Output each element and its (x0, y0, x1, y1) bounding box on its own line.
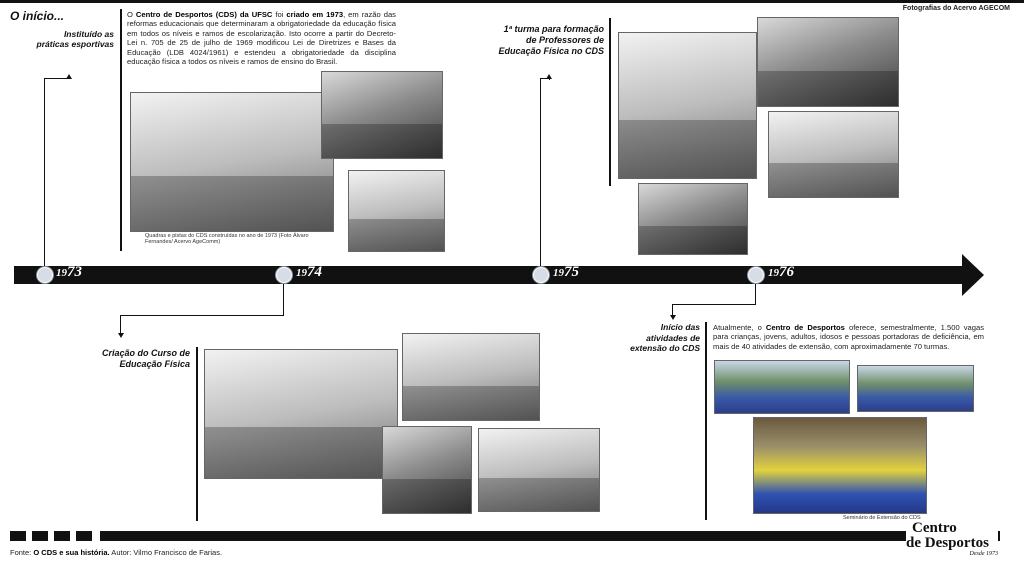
paragraph-1976 (713, 323, 984, 351)
photo-credit: Fotografias do Acervo AGECOM (902, 5, 1010, 12)
timeline-year-1974 (296, 264, 322, 281)
arrow-1976-icon (670, 315, 676, 320)
footer-dash-4 (76, 531, 92, 541)
photo-1975-pool (638, 183, 748, 255)
photo-1973-aerial (321, 71, 443, 159)
heading-1976 (610, 322, 700, 354)
timeline-bar (14, 266, 964, 284)
logo-line2: de Desportos (906, 535, 989, 551)
heading-1976-line3: extensão do CDS (630, 343, 700, 353)
paragraph-1973-created: criado em 1973 (286, 10, 344, 19)
photo-1974-track (204, 349, 398, 479)
paragraph-1973 (127, 10, 396, 66)
footer-dash-2 (32, 531, 48, 541)
connector-1975-vertical (540, 78, 541, 268)
footer-dash-1 (10, 531, 26, 541)
footer-label: Fonte: (10, 548, 34, 557)
heading-1974-line1: Criação do Curso de (101, 348, 190, 358)
heading-1975 (470, 24, 604, 57)
heading-1973-title: O início... (10, 9, 65, 23)
year-1973-suffix: 73 (67, 264, 82, 280)
year-1975-suffix: 75 (564, 264, 579, 280)
timeline-year-1975 (553, 264, 579, 281)
photo-1974-gym (402, 333, 540, 421)
timeline-dot-1975 (533, 267, 549, 283)
year-1974-suffix: 74 (307, 264, 322, 280)
heading-1974-line2: Educação Física (119, 359, 190, 369)
connector-1973-vertical (44, 78, 45, 268)
heading-1976-line1: Início das (660, 322, 700, 332)
photo-1975-class (768, 111, 899, 198)
caption-1976: Seminário de Extensão do CDS (843, 515, 921, 521)
photo-1974-stadium (382, 426, 472, 514)
photo-1975-gym (757, 17, 899, 107)
timeline-dot-1976 (748, 267, 764, 283)
footer-author: Autor: Vilmo Francisco de Farias. (109, 548, 223, 557)
heading-1973-subtitle-line1: Instituído as (63, 29, 114, 39)
timeline-dot-1973 (37, 267, 53, 283)
year-1973-prefix: 19 (56, 267, 67, 279)
heading-1974 (80, 348, 190, 370)
paragraph-1976-intro: Atualmente, o (713, 323, 766, 332)
paragraph-1973-mid: foi (272, 10, 287, 19)
footer-dash-3 (54, 531, 70, 541)
photo-1974-pool (478, 428, 600, 512)
divider-1974 (196, 347, 198, 521)
heading-1975-line2: de Professores de (525, 35, 604, 45)
top-bar (0, 0, 1024, 3)
arrow-1974-icon (118, 333, 124, 338)
connector-1974-vertical (283, 284, 284, 315)
paragraph-1973-rest: , em razão das reformas educacionais que determinaram a obrigatoriedade da educação física em todos os níveis e ramos de escolarização. Isto ocorre a partir do Decreto-Lei n. 705 de 25 de julho de 1969 modificou Lei de Diretrizes e Bases da Educação (LDB 4024/1961) e estendeu a obrigatoriedade da disciplina educação física a todos os níveis e ramos de ensino do Brasil. (127, 10, 396, 67)
connector-1974-drop (120, 315, 121, 333)
timeline-year-1976 (768, 264, 794, 281)
footer-bar (100, 531, 1000, 541)
cds-logo (906, 521, 998, 561)
heading-1973-subtitle-line2: práticas esportivas (36, 39, 114, 49)
footer-source (10, 548, 222, 557)
year-1975-prefix: 19 (553, 267, 564, 279)
arrow-1975-icon (546, 74, 552, 79)
divider-1976 (705, 322, 707, 520)
timeline-year-1973 (56, 264, 82, 281)
divider-1973 (120, 9, 122, 251)
divider-1975 (609, 18, 611, 186)
photo-1975-basketball (618, 32, 757, 179)
connector-1976-vertical (755, 284, 756, 304)
connector-1974-horizontal (120, 315, 284, 316)
logo-line1: Centro (912, 520, 957, 536)
heading-1975-line1: 1ª turma para formação (503, 24, 604, 34)
timeline-dot-1974 (276, 267, 292, 283)
photo-1976-outdoor (714, 360, 850, 414)
footer-title: O CDS e sua história. (33, 548, 110, 557)
paragraph-1973-cds-name: Centro de Desportos (CDS) da UFSC (135, 10, 273, 19)
connector-1976-horizontal (672, 304, 756, 305)
heading-1973-subtitle (10, 29, 114, 49)
arrow-1973-icon (66, 74, 72, 79)
paragraph-1976-rest: oferece, semestralmente, 1.500 vagas para crianças, jovens, adultos, idosos e pessoas portadoras de deficiência, em mais de 40 atividades de extensão, com aproximadamente 70 turmas. (713, 323, 985, 351)
timeline-arrowhead-icon (962, 254, 984, 296)
paragraph-1973-intro: O (127, 10, 136, 19)
caption-1973: Quadras e pistas do CDS construídas no ano de 1973 (Foto Álvaro Fernandes/ Acervo AgeComm) (145, 233, 309, 245)
heading-1975-line3: Educação Física no CDS (498, 46, 604, 56)
logo-line3: Desde 1973 (969, 551, 998, 557)
year-1976-prefix: 19 (768, 267, 779, 279)
heading-1976-line2: atividades de (646, 332, 700, 343)
photo-1976-seminar (753, 417, 927, 514)
photo-1973-field (348, 170, 445, 252)
year-1974-prefix: 19 (296, 267, 307, 279)
paragraph-1976-cds: Centro de Desportos (765, 323, 845, 332)
photo-1976-track (857, 365, 974, 412)
photo-1973-courts (130, 92, 334, 232)
year-1976-suffix: 76 (779, 264, 794, 280)
